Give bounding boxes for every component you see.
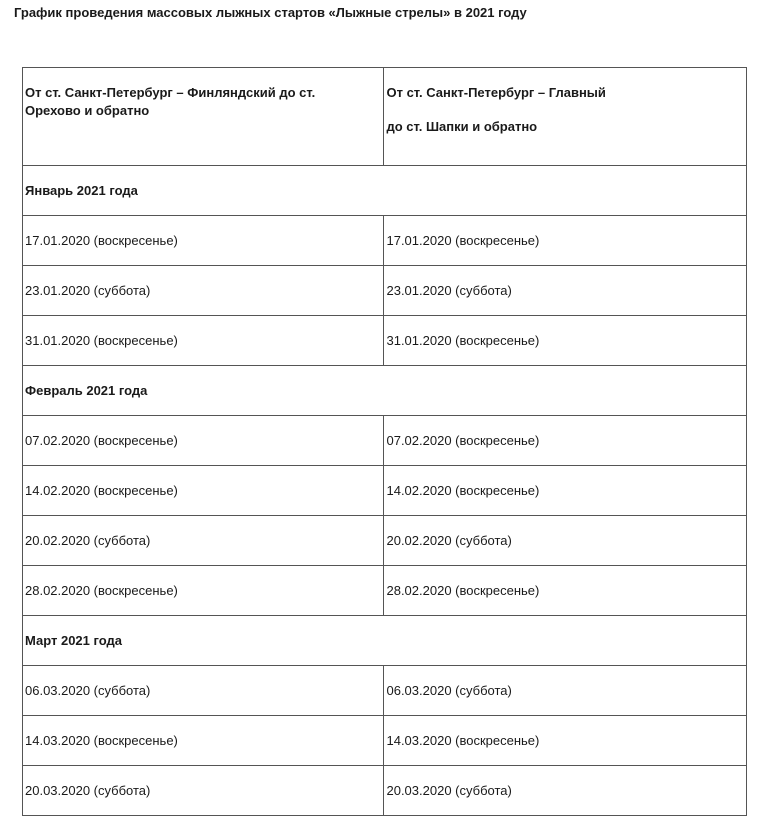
header-route-finlyandsky: От ст. Санкт-Петербург – Финляндский до ст. Орехово и обратно xyxy=(23,68,384,166)
table-row xyxy=(23,316,747,366)
table-row xyxy=(23,666,747,716)
table-row xyxy=(23,566,747,616)
date-cell-left: 28.02.2020 (воскресенье) xyxy=(23,566,384,616)
header-route-glavny-line-2: до ст. Шапки и обратно xyxy=(386,119,538,134)
date-cell-right: 23.01.2020 (суббота) xyxy=(384,266,747,316)
month-row-february xyxy=(23,366,747,416)
date-cell-right: 17.01.2020 (воскресенье) xyxy=(384,216,747,266)
month-row-january xyxy=(23,166,747,216)
month-label: Март 2021 года xyxy=(23,616,747,666)
date-cell-left: 20.02.2020 (суббота) xyxy=(23,516,384,566)
header-route-glavny-line-1: От ст. Санкт-Петербург – Главный xyxy=(386,85,606,100)
date-cell-right: 20.02.2020 (суббота) xyxy=(384,516,747,566)
date-cell-left: 31.01.2020 (воскресенье) xyxy=(23,316,384,366)
date-cell-left: 07.02.2020 (воскресенье) xyxy=(23,416,384,466)
date-cell-right: 31.01.2020 (воскресенье) xyxy=(384,316,747,366)
table-row xyxy=(23,266,747,316)
month-row-march xyxy=(23,616,747,666)
schedule-table-body xyxy=(23,68,747,816)
date-cell-right: 14.02.2020 (воскресенье) xyxy=(384,466,747,516)
table-row xyxy=(23,466,747,516)
date-cell-left: 20.03.2020 (суббота) xyxy=(23,766,384,816)
date-cell-right: 28.02.2020 (воскресенье) xyxy=(384,566,747,616)
page-title: График проведения массовых лыжных стартов «Лыжные стрелы» в 2021 году xyxy=(14,5,527,20)
table-row xyxy=(23,516,747,566)
table-row xyxy=(23,416,747,466)
header-route-glavny xyxy=(384,68,747,166)
date-cell-left: 14.02.2020 (воскресенье) xyxy=(23,466,384,516)
schedule-table xyxy=(22,67,747,816)
table-row xyxy=(23,216,747,266)
date-cell-right: 07.02.2020 (воскресенье) xyxy=(384,416,747,466)
date-cell-left: 23.01.2020 (суббота) xyxy=(23,266,384,316)
table-header-row xyxy=(23,68,747,166)
date-cell-left: 06.03.2020 (суббота) xyxy=(23,666,384,716)
table-row xyxy=(23,766,747,816)
date-cell-left: 17.01.2020 (воскресенье) xyxy=(23,216,384,266)
table-row xyxy=(23,716,747,766)
date-cell-right: 14.03.2020 (воскресенье) xyxy=(384,716,747,766)
date-cell-right: 20.03.2020 (суббота) xyxy=(384,766,747,816)
month-label: Январь 2021 года xyxy=(23,166,747,216)
month-label: Февраль 2021 года xyxy=(23,366,747,416)
date-cell-right: 06.03.2020 (суббота) xyxy=(384,666,747,716)
date-cell-left: 14.03.2020 (воскресенье) xyxy=(23,716,384,766)
